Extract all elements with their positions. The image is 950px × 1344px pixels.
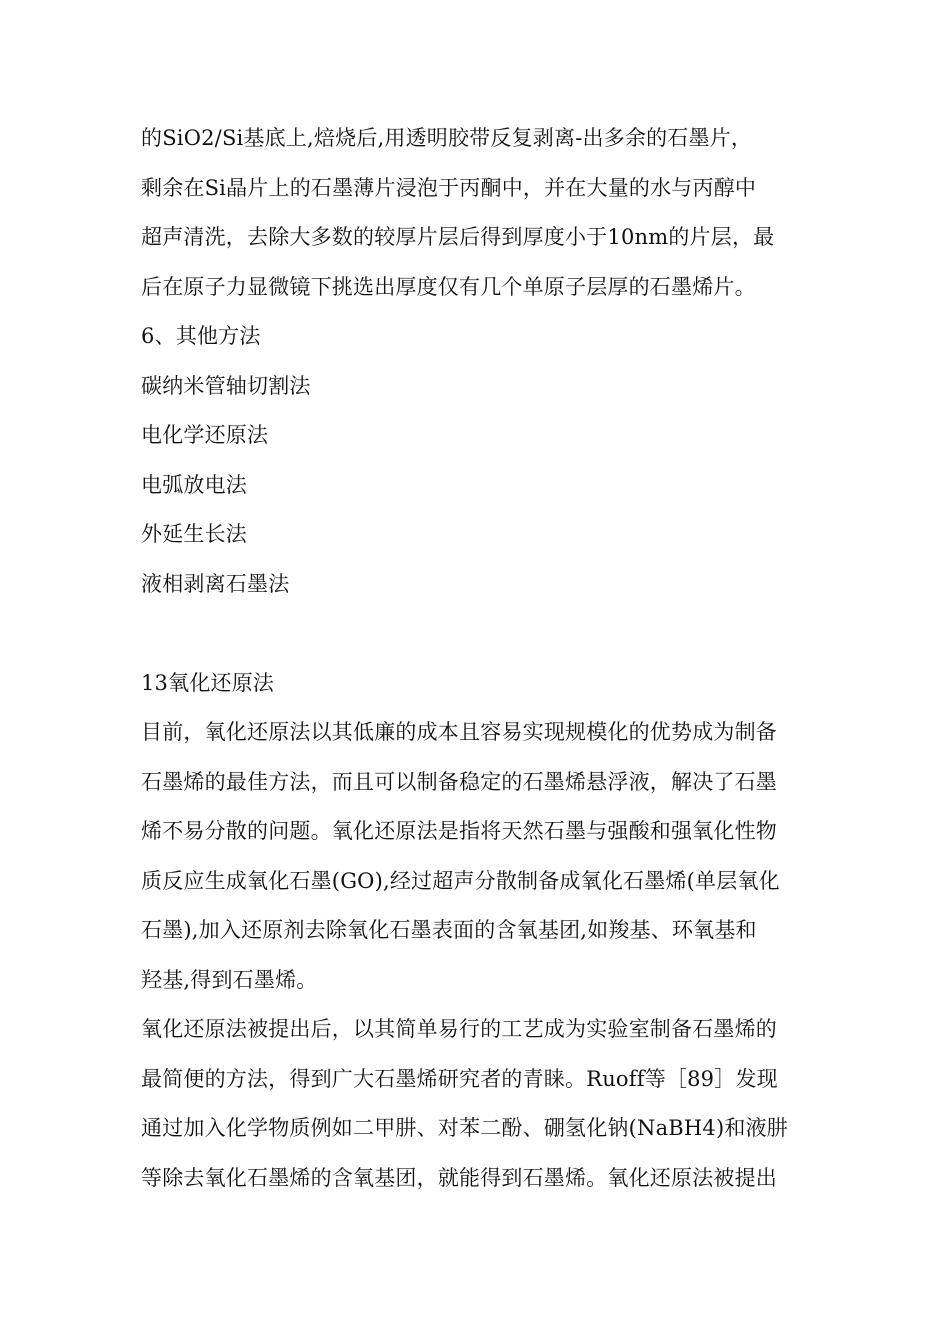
text-line: 石墨),加入还原剂去除氧化石墨表面的含氧基团,如羧基、环氧基和	[141, 918, 757, 942]
text-line: 目前，氧化还原法以其低廉的成本且容易实现规模化的优势成为制备	[141, 720, 777, 744]
blank-line	[141, 617, 821, 650]
method-item: 液相剥离石墨法	[141, 571, 290, 596]
section-heading: 6、其他方法	[141, 324, 261, 348]
section-other-methods	[141, 320, 821, 601]
method-item: 电化学还原法	[141, 423, 269, 447]
paragraph-continued	[141, 122, 821, 304]
text-line: 石墨烯的最佳方法，而且可以制备稳定的石墨烯悬浮液，解决了石墨	[141, 769, 777, 794]
text-line: 最简便的方法，得到广大石墨烯研究者的青睐。Ruoff等［89］发现	[141, 1066, 778, 1091]
paragraph	[141, 716, 821, 997]
text-line: 质反应生成氧化石墨(GO),经过超声分散制备成氧化石墨烯(单层氧化	[141, 868, 780, 893]
method-item: 外延生长法	[141, 522, 247, 546]
text-line: 氧化还原法被提出后，以其简单易行的工艺成为实验室制备石墨烯的	[141, 1017, 777, 1041]
text-line: 剩余在Si晶片上的石墨薄片浸泡于丙酮中，并在大量的水与丙醇中	[141, 175, 757, 200]
method-item: 电弧放电法	[141, 472, 247, 497]
paragraph	[141, 1013, 821, 1195]
text-line: 烯不易分散的问题。氧化还原法是指将天然石墨与强酸和强氧化性物	[141, 819, 777, 843]
text-line: 等除去氧化石墨烯的含氧基团，就能得到石墨烯。氧化还原法被提出	[141, 1165, 777, 1190]
text-line: 的SiO2/Si基底上,焙烧后,用透明胶带反复剥离-出多余的石墨片，	[141, 126, 753, 150]
section-heading: 13氧化还原法	[141, 670, 275, 695]
text-line: 超声清洗，去除大多数的较厚片层后得到厚度小于10nm的片层，最	[141, 225, 775, 249]
method-item: 碳纳米管轴切割法	[141, 373, 311, 398]
text-line: 后在原子力显微镜下挑选出厚度仅有几个单原子层厚的石墨烯片。	[141, 274, 756, 299]
text-line: 羟基,得到石墨烯。	[141, 967, 318, 992]
section-redox-method	[141, 667, 821, 1195]
document-body	[141, 122, 821, 1211]
text-line: 通过加入化学物质例如二甲肼、对苯二酚、硼氢化钠(NaBH4)和液肼	[141, 1116, 788, 1140]
